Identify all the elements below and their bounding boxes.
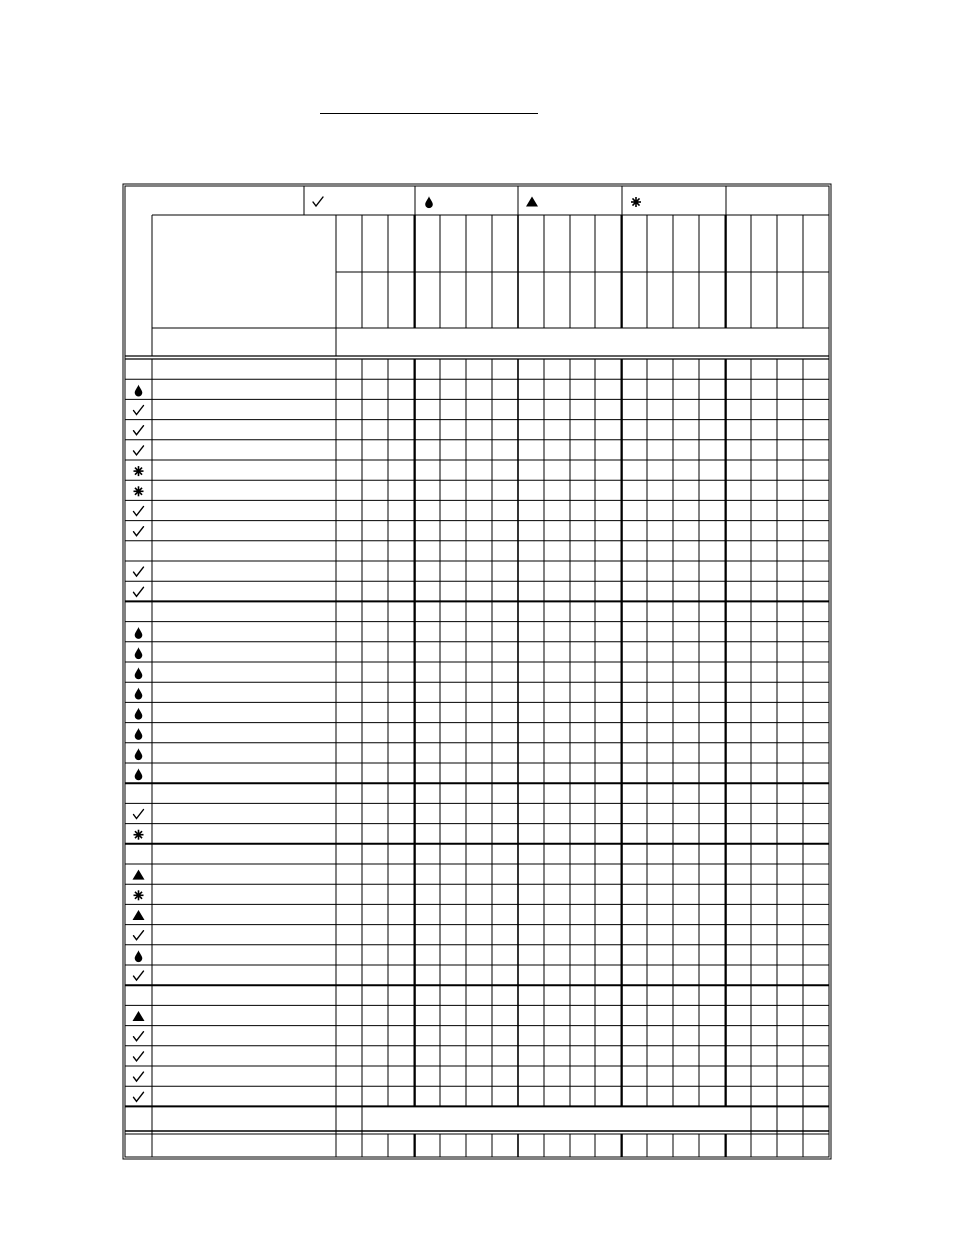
asterisk-icon (631, 197, 641, 207)
triangle-icon (133, 1011, 145, 1021)
triangle-icon (133, 870, 145, 880)
drop-icon (135, 647, 143, 659)
check-icon (134, 1072, 144, 1081)
drop-icon (135, 708, 143, 720)
check-icon (134, 426, 144, 435)
check-icon (134, 587, 144, 596)
check-icon (134, 931, 144, 940)
drop-icon (135, 748, 143, 760)
drop-icon (135, 667, 143, 679)
drop-icon (425, 196, 433, 208)
drop-icon (135, 728, 143, 740)
check-icon (134, 507, 144, 516)
check-icon (134, 1052, 144, 1061)
drop-icon (135, 950, 143, 962)
check-icon (313, 197, 323, 206)
check-icon (134, 810, 144, 819)
drop-icon (135, 385, 143, 397)
asterisk-icon (134, 890, 144, 900)
triangle-icon (133, 910, 145, 920)
check-icon (134, 406, 144, 415)
asterisk-icon (134, 830, 144, 840)
check-icon (134, 1092, 144, 1101)
triangle-icon (526, 197, 538, 207)
drop-icon (135, 688, 143, 700)
asterisk-icon (134, 486, 144, 496)
check-icon (134, 971, 144, 980)
check-icon (134, 567, 144, 576)
check-icon (134, 1032, 144, 1041)
asterisk-icon (134, 466, 144, 476)
drop-icon (135, 627, 143, 639)
check-icon (134, 446, 144, 455)
inner-border (125, 186, 829, 1157)
check-icon (134, 527, 144, 536)
drop-icon (135, 768, 143, 780)
